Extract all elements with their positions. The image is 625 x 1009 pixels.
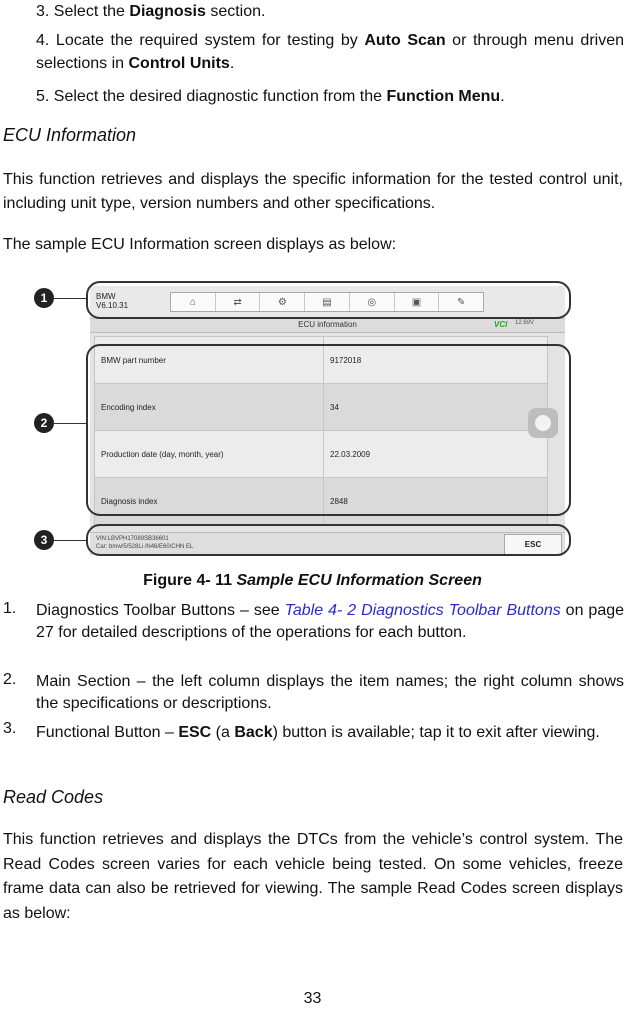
table-link[interactable]: Table 4- 2 Diagnostics Toolbar Buttons xyxy=(284,602,561,619)
item-text: ) button is available; tap it to exit after viewing. xyxy=(272,724,600,741)
step-text: section. xyxy=(205,3,266,20)
step-bold: Auto Scan xyxy=(364,32,446,49)
highlight-ring-toolbar xyxy=(86,281,571,319)
print-icon[interactable]: ▤ xyxy=(305,293,350,311)
esc-button[interactable]: ESC xyxy=(504,534,562,556)
item-bold: Back xyxy=(234,724,273,741)
item-text: Functional Button – xyxy=(36,724,179,741)
settings-icon[interactable]: ⚙ xyxy=(260,293,305,311)
ecu-information-heading: ECU Information xyxy=(3,125,137,145)
home-icon[interactable]: ⌂ xyxy=(171,293,216,311)
ecu-description: This function retrieves and displays the specific information for the tested control unit, including unit type, version numbers and other specifications. xyxy=(3,171,623,212)
item-name: Production date (day, month, year) xyxy=(95,431,324,477)
callout-1: 1 xyxy=(34,288,54,308)
step-3 xyxy=(36,0,265,23)
callout-3: 3 xyxy=(34,530,54,550)
help-icon[interactable]: ◎ xyxy=(350,293,395,311)
item-value: 22.03.2009 xyxy=(330,449,371,459)
step-text: . xyxy=(229,55,235,72)
page-number: 33 xyxy=(303,990,322,1007)
item-name: BMW part number xyxy=(95,337,324,383)
brand-version: V6.10.31 xyxy=(96,301,129,310)
step-text: Locate the required system for testing by xyxy=(55,32,365,49)
item-name: Diagnosis index xyxy=(95,478,324,524)
item-text: Diagnostics Toolbar Buttons – see xyxy=(36,602,285,619)
item-text: (a xyxy=(211,724,235,741)
step-text: or through menu driven selections in xyxy=(36,32,624,72)
step-number: 4. xyxy=(36,32,50,49)
callout-2: 2 xyxy=(34,413,54,433)
highlight-ring-function xyxy=(86,524,571,556)
step-text: Select the xyxy=(53,3,130,20)
vci-indicator: VCI xyxy=(494,320,508,329)
item-3 xyxy=(36,720,624,746)
read-codes-description: This function retrieves and displays the DTCs from the vehicle’s control system. The Read Codes screen varies for each vehicle being tested. On some vehicles, freeze frame data can also be retrieved for viewing. The sample Read Codes screen displays as below: xyxy=(3,831,623,922)
battery-voltage: 12.69V xyxy=(515,320,535,326)
edit-icon[interactable]: ✎ xyxy=(456,296,466,308)
item-value: 2848 xyxy=(330,496,348,506)
step-number: 5. xyxy=(36,88,50,105)
sub-header xyxy=(90,319,565,333)
item-name: Encoding index xyxy=(95,384,324,430)
save-icon[interactable]: ▣ xyxy=(395,293,440,311)
step-bold: Diagnosis xyxy=(129,3,206,20)
step-bold: Function Menu xyxy=(386,88,501,105)
caption-title: Sample ECU Information Screen xyxy=(236,572,482,589)
ecu-screen-figure xyxy=(28,278,573,563)
caption-prefix: Figure 4- 11 xyxy=(143,572,237,589)
item-value: 34 xyxy=(330,402,339,412)
item-1 xyxy=(36,600,624,644)
item-value: 9172018 xyxy=(330,355,362,365)
item-bold: ESC xyxy=(178,724,212,741)
read-codes-heading: Read Codes xyxy=(3,787,104,807)
figure-caption xyxy=(0,572,625,590)
vehicle-swap-icon[interactable]: ⇄ xyxy=(216,293,261,311)
brand-name: BMW xyxy=(96,292,116,301)
item-2: Main Section – the left column displays the item names; the right column shows the specifications or descriptions. xyxy=(36,673,624,712)
item-number: 2. xyxy=(3,671,17,688)
step-4 xyxy=(36,29,624,75)
item-number: 3. xyxy=(3,720,17,737)
step-text: Select the desired diagnostic function from the xyxy=(53,88,387,105)
callout-line-2 xyxy=(54,423,88,424)
step-bold: Control Units xyxy=(128,55,230,72)
item-text: on page 27 for detailed descriptions of the operations for each button. xyxy=(36,602,625,641)
callout-line-1 xyxy=(54,298,88,299)
highlight-ring-main xyxy=(86,344,571,516)
ecu-intro: The sample ECU Information screen displays as below: xyxy=(3,236,397,253)
step-text: . xyxy=(500,88,505,105)
vin-text: VIN:LBVPH17089SB36601 xyxy=(96,536,169,542)
item-number: 1. xyxy=(3,600,17,617)
step-number: 3. xyxy=(36,3,50,20)
screen-title: ECU information xyxy=(298,320,357,329)
callout-line-3 xyxy=(54,540,88,541)
car-text: Car: bmw/5/528Li /N46/E60/CHN EL xyxy=(96,544,194,550)
step-5 xyxy=(36,85,505,108)
